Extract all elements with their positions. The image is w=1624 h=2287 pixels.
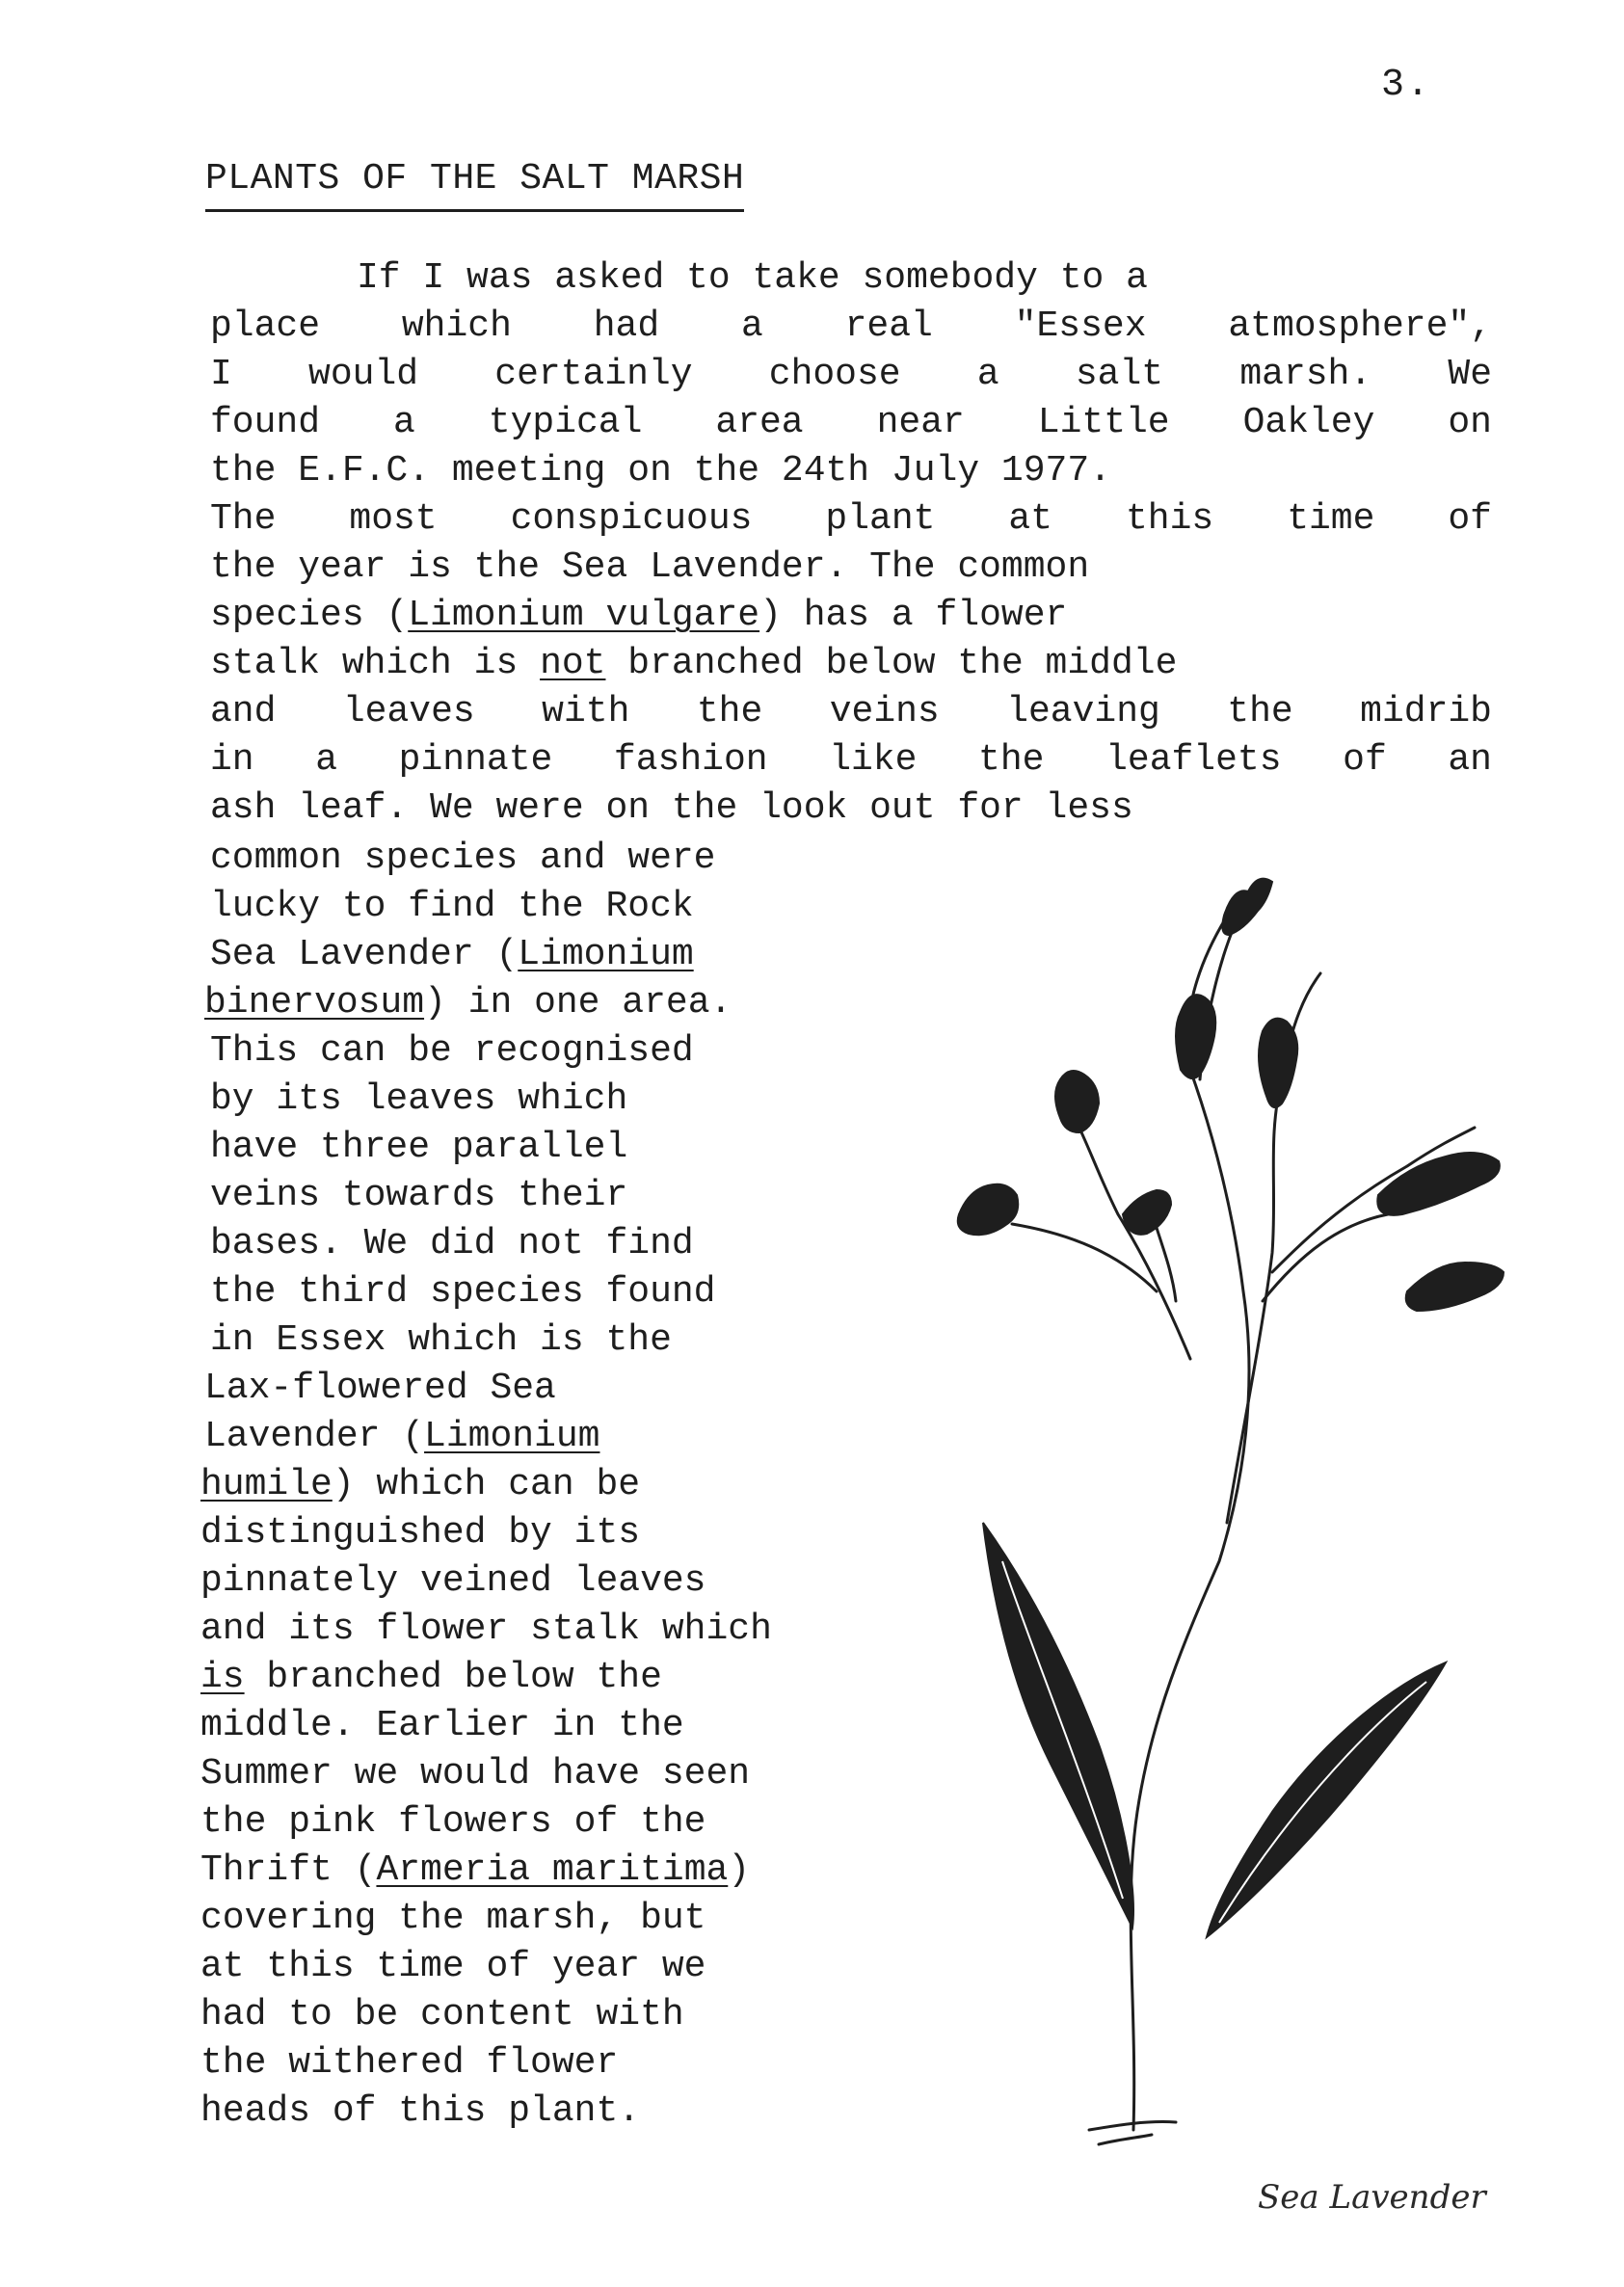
text-line-10: and leaves with the veins leaving the midrib: [210, 691, 1492, 732]
text-line-8: [210, 594, 1067, 638]
text-line-13: common species and were: [210, 838, 716, 879]
text-segment: ) which can be: [332, 1464, 641, 1505]
text-line-31: middle. Earlier in the: [200, 1705, 684, 1746]
right-branch-1: [1263, 1214, 1388, 1301]
text-segment: stalk which is: [210, 643, 541, 684]
text-line-35: covering the marsh, but: [200, 1898, 706, 1939]
text-line-24: Lax-flowered Sea: [204, 1368, 556, 1409]
text-segment: branched below the: [244, 1657, 662, 1698]
text-line-17: This can be recognised: [210, 1030, 694, 1072]
text-line-30: [200, 1656, 662, 1700]
text-line-19: have three parallel: [210, 1127, 628, 1168]
flower-cluster-left: [958, 1184, 1019, 1236]
species-name-limonium-2: Limonium: [424, 1416, 600, 1457]
text-line-2: place which had a real "Essex atmosphere",: [210, 306, 1492, 347]
text-line-32: Summer we would have seen: [200, 1753, 751, 1795]
flower-cluster-top: [1222, 879, 1272, 935]
text-line-37: had to be content with: [200, 1994, 684, 2035]
text-line-7: the year is the Sea Lavender. The common: [210, 546, 1090, 588]
flower-cluster-mid: [1123, 1190, 1171, 1235]
text-line-23: in Essex which is the: [210, 1319, 672, 1361]
text-line-1: If I was asked to take somebody to a: [357, 257, 1148, 299]
text-line-39: heads of this plant.: [200, 2090, 641, 2132]
text-segment: Lavender (: [204, 1416, 425, 1457]
species-name-limonium-vulgare: Limonium vulgare: [408, 595, 760, 636]
flower-cluster-upper-left: [1176, 995, 1215, 1078]
text-line-29: and its flower stalk which: [200, 1609, 772, 1650]
text-line-34: [200, 1848, 750, 1893]
flower-cluster-mid-left: [1055, 1071, 1099, 1132]
text-segment: ): [728, 1849, 751, 1891]
text-line-15: [210, 933, 694, 977]
species-name-binervosum: binervosum: [204, 982, 425, 1024]
sea-lavender-drawing-icon: [954, 848, 1561, 2149]
leaf-left: [983, 1523, 1133, 1928]
text-segment: ) has a flower: [759, 595, 1068, 636]
page-title: PLANTS OF THE SALT MARSH: [205, 158, 744, 212]
text-line-25: [204, 1415, 599, 1459]
text-line-21: bases. We did not find: [210, 1223, 694, 1264]
text-line-14: lucky to find the Rock: [210, 886, 694, 927]
text-line-38: the withered flower: [200, 2042, 619, 2084]
text-line-11: in a pinnate fashion like the leaflets of an: [210, 739, 1492, 781]
text-line-16: [204, 981, 732, 1025]
text-line-36: at this time of year we: [200, 1946, 706, 1987]
text-line-4: found a typical area near Little Oakley on: [210, 402, 1492, 443]
text-line-20: veins towards their: [210, 1175, 628, 1216]
text-segment: species (: [210, 595, 409, 636]
text-line-33: the pink flowers of the: [200, 1801, 706, 1843]
text-line-22: the third species found: [210, 1271, 716, 1313]
flower-cluster-upper-right: [1259, 1019, 1297, 1107]
text-line-6: The most conspicuous plant at this time of: [210, 498, 1492, 540]
species-name-humile: humile: [200, 1464, 333, 1505]
text-segment: branched below the middle: [605, 643, 1178, 684]
text-line-26: [200, 1463, 640, 1507]
main-stem: [1131, 906, 1249, 2130]
left-branch-1: [1075, 1118, 1190, 1359]
text-line-3: I would certainly choose a salt marsh. We: [210, 354, 1492, 395]
illustration-caption: Sea Lavender: [1258, 2178, 1486, 2217]
text-segment: Thrift (: [200, 1849, 377, 1891]
text-line-5: the E.F.C. meeting on the 24th July 1977.: [210, 450, 1111, 492]
text-line-28: pinnately veined leaves: [200, 1560, 706, 1602]
text-line-18: by its leaves which: [210, 1078, 628, 1120]
text-line-12: ash leaf. We were on the look out for less: [210, 787, 1133, 829]
emphasis-is: is: [200, 1657, 245, 1698]
text-line-27: distinguished by its: [200, 1512, 641, 1554]
text-segment: Sea Lavender (: [210, 934, 519, 975]
text-segment: ) in one area.: [424, 982, 732, 1024]
emphasis-not: not: [540, 643, 606, 684]
text-line-9: [210, 642, 1177, 686]
page-number: 3.: [1381, 64, 1432, 107]
leaf-right: [1207, 1662, 1446, 1937]
species-name-armeria-maritima: Armeria maritima: [376, 1849, 729, 1891]
species-name-limonium: Limonium: [518, 934, 694, 975]
flower-cluster-right-top: [1377, 1153, 1500, 1215]
flower-cluster-right-bottom: [1406, 1263, 1504, 1311]
